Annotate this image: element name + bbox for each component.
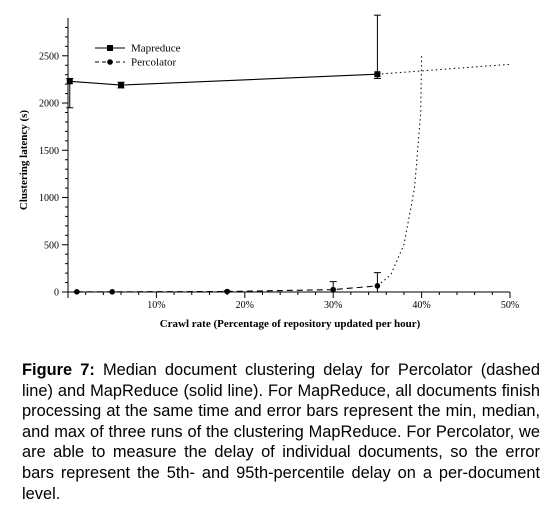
legend-label-mapreduce: Mapreduce (131, 42, 181, 55)
figure-caption (22, 360, 540, 504)
y-tick-label: 2500 (39, 51, 59, 63)
series-line-mapreduce (70, 74, 378, 85)
data-point-mapreduce (67, 78, 73, 84)
x-tick-label: 50% (500, 300, 520, 311)
legend-label-percolator: Percolator (131, 56, 177, 69)
x-tick-label: 40% (412, 300, 431, 311)
y-tick-label: 2000 (39, 98, 59, 110)
y-axis-label: Clustering latency (s) (18, 109, 30, 211)
caption-label: Figure 7: (22, 361, 95, 379)
y-tick-label: 0 (54, 287, 59, 299)
y-tick-label: 1000 (39, 193, 59, 205)
legend (95, 43, 181, 69)
axis-ticks (39, 27, 519, 311)
x-tick-label: 20% (235, 300, 254, 311)
caption-text: Median document clustering delay for Percolator (dashed line) and MapReduce (solid line). For MapReduce, all documents finish processing at the same time and error bars represent the min, median, and max of three runs of the clustering MapReduce. For Percolator, we are able to measure the delay of individual documents, so the error bars represent the 5th- and 95th-percentile delay on a per-document level. (22, 361, 540, 503)
data-point-percolator (109, 289, 115, 295)
y-tick-label: 500 (44, 240, 59, 252)
data-point-mapreduce (118, 82, 124, 88)
legend-marker-percolator (107, 59, 113, 65)
data-point-percolator (74, 289, 80, 295)
data-point-percolator (224, 289, 230, 295)
extrapolation-line-percolator (377, 56, 421, 286)
data-point-percolator (375, 283, 381, 289)
x-tick-label: 10% (147, 300, 166, 311)
data-point-mapreduce (374, 71, 380, 77)
y-tick-label: 1500 (39, 145, 59, 157)
data-point-percolator (330, 287, 336, 293)
extrapolation-line-mapreduce (377, 64, 510, 74)
x-tick-label: 30% (324, 300, 343, 311)
legend-marker-mapreduce (107, 45, 113, 51)
x-axis-label: Crawl rate (Percentage of repository updated per hour) (159, 318, 421, 330)
